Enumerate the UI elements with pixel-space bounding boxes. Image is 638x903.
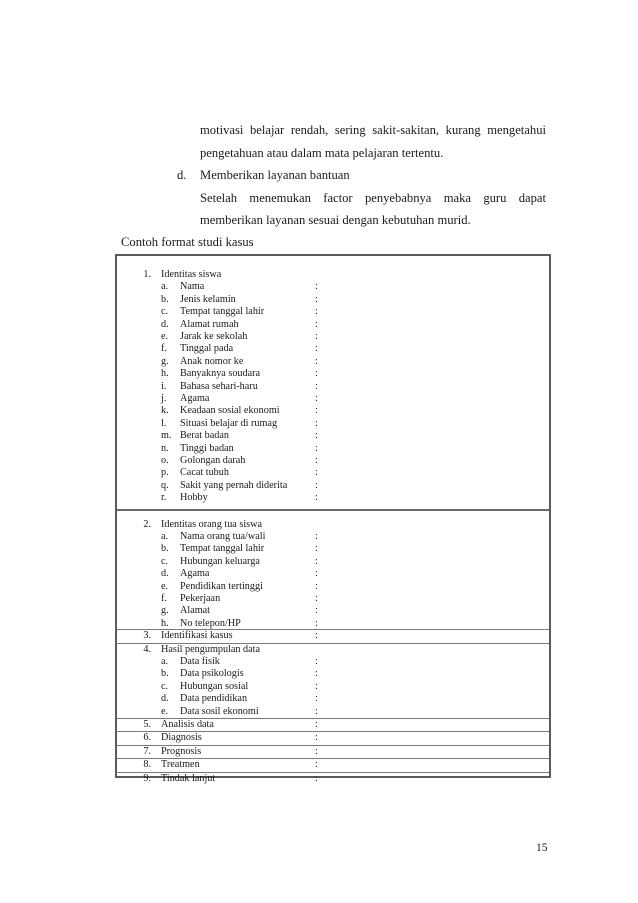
section-heading: Contoh format studi kasus <box>121 235 254 249</box>
field-row <box>117 356 549 368</box>
paragraph-line: pengetahuan atau dalam mata pelajaran tertentu. <box>200 146 444 160</box>
field-label: Keadaan sosial ekonomi <box>180 405 280 417</box>
field-colon: : <box>315 318 318 330</box>
field-row <box>117 668 549 680</box>
paragraph-line: memberikan layanan sesuai dengan kebutuhan murid. <box>200 213 471 227</box>
section-title: Identitas siswa <box>161 269 222 280</box>
field-label: Tempat tanggal lahir <box>180 543 265 555</box>
form-section <box>117 745 549 758</box>
field-colon: : <box>315 393 318 404</box>
field-row <box>117 706 549 718</box>
field-colon: : <box>315 617 318 629</box>
field-letter: f. <box>161 592 167 604</box>
field-colon: : <box>315 380 318 392</box>
field-colon: : <box>315 293 318 305</box>
paragraph-line: Setelah menemukan factor penyebabnya maka guru dapat <box>200 191 546 205</box>
field-letter: r. <box>161 492 167 504</box>
field-colon: : <box>315 331 318 342</box>
field-letter: h. <box>161 617 169 629</box>
field-colon: : <box>315 306 318 318</box>
section-title: Diagnosis <box>161 732 202 744</box>
section-title: Identitas orang tua siswa <box>161 518 262 530</box>
section-title: Tindak lanjut <box>161 772 216 784</box>
section-title: Treatmen <box>161 759 200 771</box>
field-colon: : <box>315 745 318 757</box>
field-letter: d. <box>161 318 169 330</box>
section-header-row <box>117 746 549 758</box>
field-colon: : <box>315 530 318 542</box>
field-colon: : <box>315 479 318 491</box>
field-row <box>117 581 549 593</box>
field-colon: : <box>315 442 318 454</box>
field-letter: b. <box>161 293 169 305</box>
field-label: Hubungan keluarga <box>180 555 260 567</box>
field-letter: j. <box>161 393 167 404</box>
field-row <box>117 480 549 492</box>
field-colon: : <box>315 680 318 692</box>
section-header-row <box>117 732 549 744</box>
form-section <box>117 643 549 718</box>
list-marker: d. <box>177 168 187 182</box>
section-title: Prognosis <box>161 745 202 757</box>
form-section <box>117 718 549 731</box>
field-colon: : <box>315 368 318 380</box>
field-letter: n. <box>161 442 169 454</box>
field-letter: a. <box>161 655 169 667</box>
field-row <box>117 656 549 668</box>
section-number: 9. <box>143 772 151 784</box>
field-colon: : <box>315 732 318 744</box>
field-label: Jarak ke sekolah <box>180 331 248 342</box>
field-label: Berat badan <box>180 430 229 442</box>
section-number: 8. <box>143 759 151 771</box>
field-colon: : <box>315 668 318 680</box>
form-section <box>117 758 549 771</box>
field-letter: m. <box>161 430 172 442</box>
field-letter: c. <box>161 306 169 318</box>
field-row <box>117 381 549 393</box>
field-row <box>117 294 549 306</box>
field-row <box>117 593 549 605</box>
field-letter: q. <box>161 479 169 491</box>
field-colon: : <box>315 655 318 667</box>
field-row <box>117 343 549 355</box>
section-header-row <box>117 644 549 656</box>
field-letter: b. <box>161 668 169 680</box>
field-colon: : <box>315 592 318 604</box>
field-colon: : <box>315 759 318 771</box>
field-colon: : <box>315 343 318 355</box>
form-section <box>117 772 549 785</box>
field-label: Data fisik <box>180 655 220 667</box>
field-letter: l. <box>161 417 167 429</box>
field-label: Banyaknya soudara <box>180 368 261 380</box>
page-number: 15 <box>536 842 548 854</box>
field-letter: i. <box>161 380 167 392</box>
field-colon: : <box>315 417 318 429</box>
field-letter: k. <box>161 405 169 417</box>
field-colon: : <box>315 355 318 367</box>
section-title: Analisis data <box>161 719 214 730</box>
field-letter: c. <box>161 680 169 692</box>
field-row <box>117 331 549 343</box>
field-row <box>117 306 549 318</box>
field-label: Data psikologis <box>180 668 244 680</box>
field-label: Anak nomor ke <box>180 355 244 367</box>
field-row <box>117 443 549 455</box>
field-row <box>117 605 549 617</box>
field-label: Alamat <box>180 605 210 617</box>
field-letter: e. <box>161 580 169 592</box>
form-section <box>117 256 549 506</box>
field-label: Bahasa sehari-haru <box>180 380 258 392</box>
section-title: Identifikasi kasus <box>161 630 233 642</box>
field-colon: : <box>315 693 318 705</box>
field-letter: h. <box>161 368 169 380</box>
section-number: 4. <box>143 643 151 655</box>
field-row <box>117 531 549 543</box>
field-label: Alamat rumah <box>180 318 239 330</box>
field-row <box>117 681 549 693</box>
field-letter: p. <box>161 467 169 479</box>
case-study-form <box>115 254 551 784</box>
field-colon: : <box>315 568 318 580</box>
section-number: 6. <box>143 732 151 744</box>
field-row <box>117 281 549 293</box>
field-label: Nama orang tua/wali <box>180 530 266 542</box>
field-label: Tinggi badan <box>180 442 234 454</box>
field-label: Jenis kelamin <box>180 293 236 305</box>
field-colon: : <box>315 281 318 293</box>
field-row <box>117 319 549 331</box>
field-row <box>117 455 549 467</box>
section-header-row <box>117 719 549 731</box>
section-number: 3. <box>143 630 151 642</box>
form-section <box>117 731 549 744</box>
field-label: No telepon/HP <box>180 617 241 629</box>
field-label: Nama <box>180 281 205 293</box>
field-row <box>117 430 549 442</box>
field-row <box>117 492 549 504</box>
field-label: Situasi belajar di rumag <box>180 417 278 429</box>
field-row <box>117 467 549 479</box>
field-row <box>117 368 549 380</box>
field-label: Tinggal pada <box>180 343 234 355</box>
field-letter: a. <box>161 530 169 542</box>
field-letter: b. <box>161 543 169 555</box>
field-letter: f. <box>161 343 167 355</box>
field-letter: o. <box>161 455 169 466</box>
field-label: Pendidikan tertinggi <box>180 580 263 592</box>
field-label: Data pendidikan <box>180 693 248 705</box>
field-label: Agama <box>180 568 210 580</box>
section-header-row <box>117 773 549 785</box>
field-colon: : <box>315 430 318 442</box>
field-label: Pekerjaan <box>180 592 221 604</box>
field-row <box>117 693 549 705</box>
section-header-row <box>117 519 549 531</box>
section-number: 7. <box>143 745 151 757</box>
field-colon: : <box>315 492 318 504</box>
field-colon: : <box>315 405 318 417</box>
field-label: Agama <box>180 393 210 404</box>
field-letter: e. <box>161 705 169 717</box>
field-letter: e. <box>161 331 169 342</box>
section-header-row <box>117 269 549 281</box>
field-letter: a. <box>161 281 169 293</box>
field-colon: : <box>315 467 318 479</box>
field-letter: d. <box>161 693 169 705</box>
field-colon: : <box>315 455 318 466</box>
field-letter: d. <box>161 568 169 580</box>
field-colon: : <box>315 543 318 555</box>
form-section <box>117 629 549 642</box>
field-label: Golongan darah <box>180 455 246 466</box>
field-label: Hobby <box>180 492 208 504</box>
field-row <box>117 556 549 568</box>
field-label: Tempat tanggal lahir <box>180 306 265 318</box>
field-letter: c. <box>161 555 169 567</box>
field-colon: : <box>315 705 318 717</box>
section-header-row <box>117 759 549 771</box>
field-label: Data sosil ekonomi <box>180 705 259 717</box>
field-row <box>117 393 549 405</box>
field-letter: g. <box>161 355 169 367</box>
section-number: 2. <box>143 518 151 530</box>
field-label: Hubungan sosial <box>180 680 249 692</box>
field-colon: : <box>315 555 318 567</box>
field-colon: : <box>315 772 318 784</box>
field-row <box>117 543 549 555</box>
field-row <box>117 418 549 430</box>
list-item-title: Memberikan layanan bantuan <box>200 168 350 182</box>
field-colon: : <box>315 605 318 617</box>
section-number: 1. <box>143 269 151 280</box>
field-colon: : <box>315 719 318 730</box>
section-header-row <box>117 630 549 642</box>
section-number: 5. <box>143 719 151 730</box>
field-row <box>117 568 549 580</box>
field-row <box>117 405 549 417</box>
section-title: Hasil pengumpulan data <box>161 643 261 655</box>
paragraph-line: motivasi belajar rendah, sering sakit-sakitan, kurang mengetahui <box>200 123 546 137</box>
field-colon: : <box>315 580 318 592</box>
field-colon: : <box>315 630 318 642</box>
field-label: Cacat tubuh <box>180 467 229 479</box>
field-letter: g. <box>161 605 169 617</box>
field-label: Sakit yang pernah diderita <box>180 479 288 491</box>
form-section <box>117 509 549 630</box>
